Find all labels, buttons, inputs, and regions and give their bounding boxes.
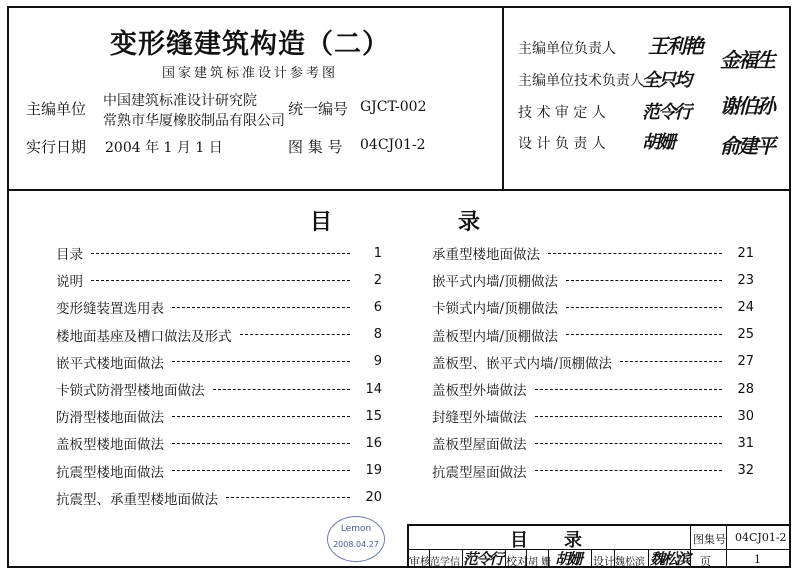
toc-entry-page: 1	[373, 245, 382, 261]
title-block-rule	[648, 549, 649, 568]
toc-entry-title: 盖板型内墙/顶棚做法	[432, 328, 559, 345]
toc-entry-page: 2	[373, 272, 382, 288]
check-label: 校对	[506, 555, 528, 568]
toc-entry-page: 30	[737, 408, 754, 424]
toc-entry	[56, 405, 382, 427]
toc-entry-page: 9	[373, 354, 382, 370]
toc-entry	[56, 378, 382, 400]
page-value: 1	[754, 553, 761, 566]
toc-entry-title: 防滑型楼地面做法	[56, 410, 164, 427]
date-value: 2004 年 1 月 1 日	[105, 140, 223, 156]
role-chief-unit: 主编单位负责人	[518, 41, 616, 57]
toc-entry	[56, 432, 382, 454]
check-name: 胡 姗	[528, 557, 552, 568]
header-bottom-rule	[7, 189, 791, 191]
toc-entry	[432, 296, 754, 318]
title-block-rule	[690, 524, 691, 568]
toc-entry-title: 嵌平式楼地面做法	[56, 355, 164, 372]
role-design-lead: 设 计 负 责 人	[518, 136, 606, 152]
signature-mark-4: 胡姗	[642, 132, 674, 153]
toc-entry	[432, 269, 754, 291]
toc-leader	[535, 416, 723, 417]
toc-entry-title: 抗震型屋面做法	[432, 464, 527, 481]
toc-entry-title: 盖板型楼地面做法	[56, 437, 164, 454]
toc-leader	[548, 253, 722, 254]
toc-entry	[432, 405, 754, 427]
review-name: 范学信	[430, 557, 460, 568]
toc-entry-page: 23	[737, 272, 754, 288]
toc-entry-title: 嵌平式内墙/顶棚做法	[432, 274, 559, 291]
title-block-rule	[726, 524, 727, 568]
toc-leader	[213, 389, 351, 390]
role-tech-reviewer: 技 术 审 定 人	[518, 105, 606, 121]
atlas-value: 04CJ01-2	[360, 137, 426, 153]
toc-heading-left: 目	[310, 209, 333, 235]
toc-entry	[432, 242, 754, 264]
signature-tech-reviewer: 谢伯孙	[720, 94, 774, 118]
editor-unit-2: 常熟市华厦橡胶制品有限公司	[103, 113, 285, 129]
toc-entry-page: 19	[365, 463, 382, 479]
title-block-top-rule	[407, 524, 791, 526]
toc-leader	[91, 280, 350, 281]
title-block-atlas-value: 04CJ01-2	[735, 531, 787, 544]
toc-leader	[535, 443, 723, 444]
stamp-top-text: Lemon	[340, 524, 372, 534]
toc-leader	[172, 470, 350, 471]
toc-leader	[226, 497, 350, 498]
toc-entry-page: 28	[737, 381, 754, 397]
toc-heading-right: 录	[458, 209, 481, 235]
header-divider	[502, 6, 504, 189]
toc-entry-page: 31	[737, 435, 754, 451]
toc-entry-title: 盖板型外墙做法	[432, 383, 527, 399]
library-stamp	[327, 516, 385, 562]
editor-unit-label: 主编单位	[26, 100, 87, 118]
toc-entry-page: 32	[737, 463, 754, 479]
toc-leader	[172, 416, 350, 417]
title-block-atlas-label: 图集号	[693, 533, 726, 546]
review-label: 审核	[409, 555, 431, 568]
toc-entry-page: 24	[737, 299, 754, 315]
toc-entry-page: 27	[737, 354, 754, 370]
toc-entry-page: 8	[373, 327, 382, 343]
signature-design-lead: 俞建平	[720, 134, 774, 158]
toc-leader	[535, 470, 723, 471]
toc-leader	[535, 389, 723, 390]
toc-entry	[432, 324, 754, 346]
toc-entry	[56, 269, 382, 291]
review-signature: 范令行	[463, 550, 503, 568]
atlas-label: 图 集 号	[288, 138, 343, 156]
check-signature: 胡姗	[555, 550, 582, 568]
toc-entry	[432, 378, 754, 400]
toc-entry-title: 盖板型、嵌平式内墙/顶棚做法	[432, 355, 613, 372]
design-name: 魏松滨	[615, 557, 645, 568]
toc-entry-title: 变形缝装置选用表	[56, 301, 164, 318]
editor-unit-1: 中国建筑标准设计研究院	[103, 93, 257, 109]
toc-entry-title: 抗震型楼地面做法	[56, 464, 164, 481]
toc-entry	[432, 351, 754, 373]
toc-leader	[172, 443, 350, 444]
toc-entry-page: 21	[737, 245, 754, 261]
role-chief-tech: 主编单位技术负责人	[518, 73, 644, 89]
toc-entry-title: 抗震型、承重型楼地面做法	[56, 491, 218, 508]
toc-entry	[56, 460, 382, 482]
toc-entry-page: 15	[365, 408, 382, 424]
toc-entry	[432, 432, 754, 454]
toc-leader	[91, 253, 350, 254]
toc-leader	[172, 361, 350, 362]
stamp-bottom-text: 2008.04.27	[333, 540, 379, 549]
title-block-rule	[591, 549, 592, 568]
toc-entry-page: 14	[365, 381, 382, 397]
serial-value: GJCT-002	[360, 99, 427, 115]
toc-entry-title: 盖板型屋面做法	[432, 437, 527, 454]
toc-entry-page: 25	[737, 327, 754, 343]
toc-entry-title: 目录	[56, 247, 83, 263]
toc-entry-page: 16	[365, 435, 382, 451]
document-subtitle: 国家建筑标准设计参考图	[161, 66, 338, 81]
toc-entry-title: 封缝型外墙做法	[432, 410, 527, 427]
toc-leader	[620, 361, 722, 362]
toc-leader	[172, 307, 350, 308]
signature-mark-3: 范令行	[642, 102, 690, 123]
date-label: 实行日期	[26, 138, 87, 156]
toc-entry	[56, 296, 382, 318]
toc-entry	[432, 460, 754, 482]
toc-entry	[56, 324, 382, 346]
toc-entry-title: 卡锁式内墙/顶棚做法	[432, 301, 559, 318]
toc-leader	[566, 334, 722, 335]
toc-entry	[56, 242, 382, 264]
toc-entry	[56, 487, 382, 509]
signature-mark-2: 全只均	[642, 70, 690, 91]
toc-leader	[240, 334, 351, 335]
toc-entry-title: 承重型楼地面做法	[432, 247, 540, 263]
document-title: 变形缝建筑构造（二）	[110, 29, 390, 60]
toc-leader	[566, 280, 722, 281]
toc-entry-title: 卡锁式防滑型楼地面做法	[56, 383, 205, 399]
toc-entry	[56, 351, 382, 373]
signature-chief-tech: 金福生	[720, 48, 774, 72]
design-signature: 魏松滨	[650, 550, 690, 568]
toc-entry-title: 说明	[56, 274, 83, 291]
signature-chief-unit: 王利艳	[648, 34, 702, 58]
design-label: 设计	[593, 555, 615, 568]
toc-entry-page: 20	[365, 490, 382, 506]
toc-entry-page: 6	[373, 299, 382, 315]
sheet-title: 目 录	[510, 530, 582, 551]
serial-label: 统一编号	[288, 100, 349, 118]
page-label: 页	[700, 555, 711, 568]
toc-entry-title: 楼地面基座及槽口做法及形式	[56, 328, 232, 345]
toc-leader	[566, 307, 722, 308]
